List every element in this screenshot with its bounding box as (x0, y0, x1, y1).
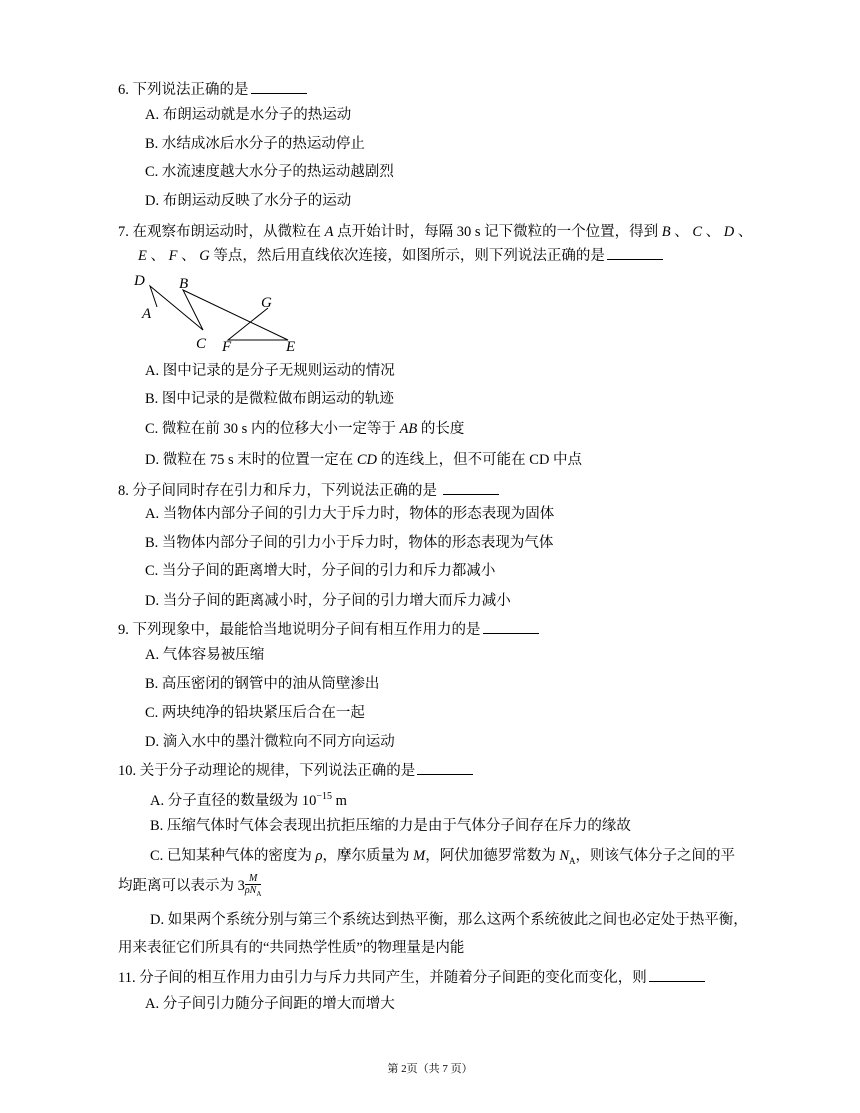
q7-option-a: A. 图中记录的是分子无规则运动的情况 (145, 363, 395, 379)
q6-option-a: A. 布朗运动就是水分子的热运动 (145, 107, 352, 123)
brownian-path-diagram (128, 268, 318, 356)
q9-option-c: C. 两块纯净的铅块紧压后合在一起 (145, 705, 365, 721)
point-label-e: E (286, 339, 296, 355)
page-footer: 第 2页（共 7 页） (387, 1063, 473, 1075)
q7-option-d: D. 微粒在 75 s 末时的位置一定在 CD 的连线上，但不可能在 CD 中点 (145, 452, 583, 468)
q7-option-c: C. 微粒在前 30 s 内的位移大小一定等于 AB 的长度 (145, 421, 465, 437)
q10-option-a: A. 分子直径的数量级为 $10^{-15}$ m (150, 791, 347, 809)
q7-option-b: B. 图中记录的是微粒做布朗运动的轨迹 (145, 391, 394, 407)
q10-option-b: B. 压缩气体时气体会表现出抗拒压缩的力是由于气体分子间存在斥力的缘故 (150, 818, 631, 834)
question-6-stem: 6. 下列说法正确的是 (118, 79, 778, 101)
q8-option-a: A. 当物体内部分子间的引力大于斥力时，物体的形态表现为固体 (145, 506, 555, 522)
point-label-g: G (261, 295, 272, 311)
formula-fraction: $\frac{M}{\rho N_A}$ (244, 873, 262, 898)
point-label-f: F (222, 339, 232, 355)
question-7-line2: E 、 F 、 G 等点，然后用直线依次连接，如图所示，则下列说法正确的是 (138, 245, 798, 267)
point-label-a: A (142, 306, 152, 322)
q11-option-a: A. 分子间引力随分子间距的增大而增大 (145, 996, 395, 1012)
answer-blank (251, 79, 307, 94)
question-11-stem: 11. 分子间的相互作用力由引力与斥力共同产生，并随着分子间距的变化而变化，则 (118, 967, 778, 989)
q10-option-d-line1: D. 如果两个系统分别与第三个系统达到热平衡，那么这两个系统彼此之间也必定处于热平衡， (150, 912, 748, 928)
q6-option-c: C. 水流速度越大水分子的热运动越剧烈 (145, 164, 394, 180)
answer-blank (649, 967, 705, 982)
answer-blank (443, 480, 499, 495)
question-10-stem: 10. 关于分子动理论的规律，下列说法正确的是 (118, 760, 778, 782)
point-label-b: B (179, 276, 189, 292)
q10-option-c-line1: C. 已知某种气体的密度为 ρ，摩尔质量为 M，阿伏加德罗常数为 $N_A$，则该气体分子之间的平 (150, 848, 736, 866)
point-label-c: C (196, 336, 207, 352)
point-label-d: D (134, 273, 145, 289)
answer-blank (417, 760, 473, 775)
q9-option-a: A. 气体容易被压缩 (145, 647, 265, 663)
question-7-line1: 7. 在观察布朗运动时，从微粒在 A 点开始计时，每隔 30 s 记下微粒的一个位置，得到 B 、 C 、 D 、 (118, 224, 753, 240)
q8-option-c: C. 当分子间的距离增大时，分子间的引力和斥力都减小 (145, 563, 496, 579)
q6-option-b: B. 水结成冰后水分子的热运动停止 (145, 136, 365, 152)
answer-blank (607, 245, 663, 260)
q8-option-b: B. 当物体内部分子间的引力小于斥力时，物体的形态表现为气体 (145, 535, 554, 551)
q9-option-d: D. 滴入水中的墨汁微粒向不同方向运动 (145, 734, 395, 750)
answer-blank (483, 619, 539, 634)
q8-option-d: D. 当分子间的距离减小时，分子间的引力增大而斥力减小 (145, 593, 511, 609)
q10-option-d-line2: 用来表征它们所具有的“共同热学性质”的物理量是内能 (118, 940, 465, 956)
question-8-stem: 8. 分子间同时存在引力和斥力，下列说法正确的是 (118, 480, 778, 502)
q10-option-c-line2: 均距离可以表示为 3 $\frac{M}{\rho N_A}$ (118, 873, 262, 898)
question-9-stem: 9. 下列现象中，最能恰当地说明分子间有相互作用力的是 (118, 619, 778, 641)
q9-option-b: B. 高压密闭的钢管中的油从筒壁渗出 (145, 676, 380, 692)
q6-option-d: D. 布朗运动反映了水分子的运动 (145, 193, 352, 209)
